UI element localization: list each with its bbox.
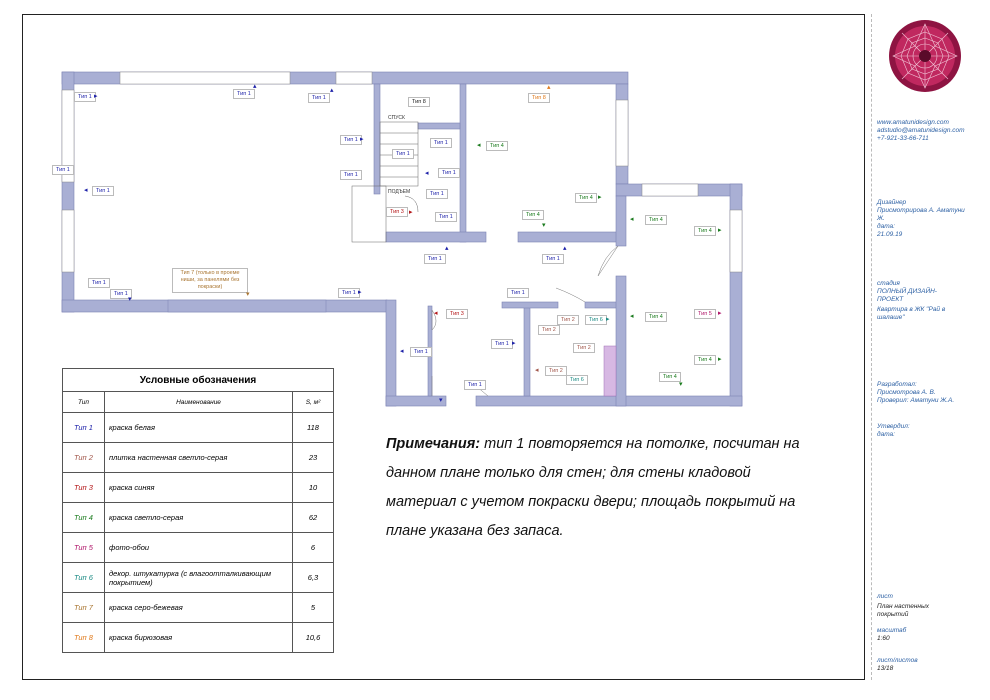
legend-row xyxy=(63,593,334,623)
legend-name: фото-обои xyxy=(105,533,293,563)
plan-tag-t1: Тип 1 xyxy=(338,288,360,298)
sheet-title: План настенных покрытий xyxy=(877,603,930,618)
checked-by: Проверил: Аматуни Ж.А. xyxy=(877,397,955,404)
plan-tag-t1: Тип 1 xyxy=(308,93,330,103)
notes-text: тип 1 повторяется на потолке, посчитан на данном плане только для стен; для стены кладовой материал с учетом покраски двери; площадь покрытий на плане указана без запаса. xyxy=(386,436,800,539)
legend-row xyxy=(63,413,334,443)
legend-name: краска серо-бежевая xyxy=(105,593,293,623)
arrow-left-icon: ◂ xyxy=(535,367,539,374)
legend-type: Тип 7 xyxy=(63,593,105,623)
legend-type: Тип 2 xyxy=(63,443,105,473)
arrow-right-icon: ▸ xyxy=(512,340,516,347)
arrow-left-icon: ◂ xyxy=(425,170,429,177)
arrow-down-icon: ▾ xyxy=(542,222,546,229)
arrow-down-icon: ▾ xyxy=(679,381,683,388)
arrow-up-icon: ▴ xyxy=(563,245,567,252)
arrow-left-icon: ◂ xyxy=(477,142,481,149)
contact-phone: +7-921-33-66-711 xyxy=(877,135,929,142)
arrow-left-icon: ◂ xyxy=(630,216,634,223)
legend-col-area: S, м² xyxy=(293,392,334,413)
stairs-up-label: ПОДЪЕМ xyxy=(388,189,411,195)
legend-row xyxy=(63,533,334,563)
sheets-label: лист/листов xyxy=(877,657,918,664)
plan-tag-t1: Тип 1 xyxy=(542,254,564,264)
arrow-right-icon: ▸ xyxy=(718,356,722,363)
plan-tag-t4: Тип 4 xyxy=(645,215,667,225)
plan-tag-t1: Тип 1 xyxy=(340,135,362,145)
designer-names: Присмотрирова А. Аматуни Ж. xyxy=(877,207,965,222)
arrow-left-icon: ◂ xyxy=(84,187,88,194)
sheet-label: лист xyxy=(877,593,893,600)
legend-name: краска белая xyxy=(105,413,293,443)
notes-block xyxy=(386,430,806,546)
arrow-right-icon: ▸ xyxy=(718,310,722,317)
arrow-down-icon: ▾ xyxy=(128,296,132,303)
plan-tag-t8: Тип 8 xyxy=(528,93,550,103)
legend-area: 10,6 xyxy=(293,623,334,653)
arrow-up-icon: ▴ xyxy=(253,83,257,90)
approved-label: Утвердил: xyxy=(877,423,910,430)
contact-email[interactable]: adstudio@amatunidesign.com xyxy=(877,127,965,134)
legend-area: 62 xyxy=(293,503,334,533)
legend-name: краска синяя xyxy=(105,473,293,503)
plan-tag-t6: Тип 6 xyxy=(585,315,607,325)
scale-value: 1:60 xyxy=(877,635,890,642)
plan-tag-t1: Тип 1 xyxy=(110,289,132,299)
plan-tag-t4: Тип 4 xyxy=(522,210,544,220)
contact-website[interactable]: www.amatunidesign.com xyxy=(877,119,949,126)
plan-tag-t1: Тип 1 xyxy=(392,149,414,159)
plan-tag-t2: Тип 2 xyxy=(538,325,560,335)
plan-tag-t1: Тип 1 xyxy=(340,170,362,180)
stage-label: стадия xyxy=(877,280,900,287)
legend-type: Тип 8 xyxy=(63,623,105,653)
legend-row xyxy=(63,563,334,593)
legend-row xyxy=(63,503,334,533)
approved-date-label: дата: xyxy=(877,431,895,438)
plan-tag-t4: Тип 4 xyxy=(694,226,716,236)
plan-tag-t1: Тип 1 xyxy=(424,254,446,264)
legend-type: Тип 4 xyxy=(63,503,105,533)
legend-name: плитка настенная светло-серая xyxy=(105,443,293,473)
plan-tag-t6: Тип 6 xyxy=(566,375,588,385)
plan-tag-t5: Тип 5 xyxy=(694,309,716,319)
plan-tag-t4: Тип 4 xyxy=(694,355,716,365)
project-name: Квартира в ЖК "Рай в шалаше" xyxy=(877,306,946,321)
plan-tag-t2: Тип 2 xyxy=(573,343,595,353)
plan-tag-t1: Тип 1 xyxy=(92,186,114,196)
plan-tag-t1: Тип 1 xyxy=(464,380,486,390)
plan-tag-t2: Тип 2 xyxy=(545,366,567,376)
plan-tag-t1: Тип 1 xyxy=(233,89,255,99)
legend-area: 5 xyxy=(293,593,334,623)
plan-tag-t1: Тип 1 xyxy=(491,339,513,349)
arrow-up-icon: ▴ xyxy=(330,87,334,94)
developed-name: Присмотрова А. В. xyxy=(877,389,936,396)
plan-tag-t1: Тип 1 xyxy=(426,189,448,199)
plan-tag-t1: Тип 1 xyxy=(410,347,432,357)
arrow-right-icon: ▸ xyxy=(360,136,364,143)
arrow-right-icon: ▸ xyxy=(409,209,413,216)
arrow-up-icon: ▴ xyxy=(547,84,551,91)
legend-area: 6,3 xyxy=(293,563,334,593)
legend-type: Тип 1 xyxy=(63,413,105,443)
plan-tag-t3: Тип 3 xyxy=(446,309,468,319)
plan-tag-t1: Тип 1 xyxy=(88,278,110,288)
notes-label: Примечания: xyxy=(386,436,481,452)
arrow-right-icon: ▸ xyxy=(718,227,722,234)
designer-date: 21.09.19 xyxy=(877,231,903,238)
studio-logo xyxy=(887,18,963,94)
plan-tag-t2: Тип 2 xyxy=(557,315,579,325)
legend-row xyxy=(63,623,334,653)
designer-date-label: дата: xyxy=(877,223,895,230)
plan-tag-t1: Тип 1 xyxy=(430,138,452,148)
legend-type: Тип 6 xyxy=(63,563,105,593)
arrow-down-icon: ▾ xyxy=(439,397,443,404)
arrow-down-icon: ▾ xyxy=(246,291,250,298)
arrow-right-icon: ▸ xyxy=(358,289,362,296)
legend-name: декор. штукатурка (с влагоотталкивающим покрытием) xyxy=(105,563,293,593)
legend-area: 118 xyxy=(293,413,334,443)
legend-name: краска светло-серая xyxy=(105,503,293,533)
legend-table xyxy=(62,368,334,653)
plan-tag-t1: Тип 1 xyxy=(507,288,529,298)
plan-tag-t1: Тип 1 xyxy=(435,212,457,222)
plan-tag-t1: Тип 1 xyxy=(74,92,96,102)
plan-tag-t1: Тип 1 xyxy=(438,168,460,178)
legend-col-type: Тип xyxy=(63,392,105,413)
plan-note-t7: Тип 7 (только в проеме ниши, за панелями без покраски) xyxy=(172,268,248,293)
stage-value: ПОЛНЫЙ ДИЗАЙН-ПРОЕКТ xyxy=(877,288,937,303)
arrow-left-icon: ◂ xyxy=(400,348,404,355)
plan-tag-t3: Тип 3 xyxy=(386,207,408,217)
plan-tag-t4: Тип 4 xyxy=(645,312,667,322)
developed-label: Разработал: xyxy=(877,381,917,388)
plan-tag-t8-dark: Тип 8 xyxy=(408,97,430,107)
arrow-left-icon: ◂ xyxy=(434,310,438,317)
legend-row xyxy=(63,473,334,503)
stairs-down-label: СПУСК xyxy=(388,115,405,121)
plan-tag-t1: Тип 1 xyxy=(52,165,74,175)
legend-title: Условные обозначения xyxy=(63,369,334,392)
legend-area: 6 xyxy=(293,533,334,563)
plan-tag-t4: Тип 4 xyxy=(486,141,508,151)
plan-tag-t4: Тип 4 xyxy=(575,193,597,203)
arrow-up-icon: ▴ xyxy=(445,245,449,252)
legend-type: Тип 5 xyxy=(63,533,105,563)
legend-row xyxy=(63,443,334,473)
legend-col-name: Наименование xyxy=(105,392,293,413)
legend-type: Тип 3 xyxy=(63,473,105,503)
arrow-left-icon: ◂ xyxy=(630,313,634,320)
legend-name: краска бирюзовая xyxy=(105,623,293,653)
arrow-right-icon: ▸ xyxy=(606,316,610,323)
legend-area: 10 xyxy=(293,473,334,503)
scale-label: масштаб xyxy=(877,627,907,634)
arrow-right-icon: ▸ xyxy=(598,194,602,201)
legend-area: 23 xyxy=(293,443,334,473)
plan-tag-t4: Тип 4 xyxy=(659,372,681,382)
arrow-right-icon: ▸ xyxy=(94,93,98,100)
sheets-value: 13/18 xyxy=(877,665,894,672)
designer-label: Дизайнер xyxy=(877,199,907,206)
